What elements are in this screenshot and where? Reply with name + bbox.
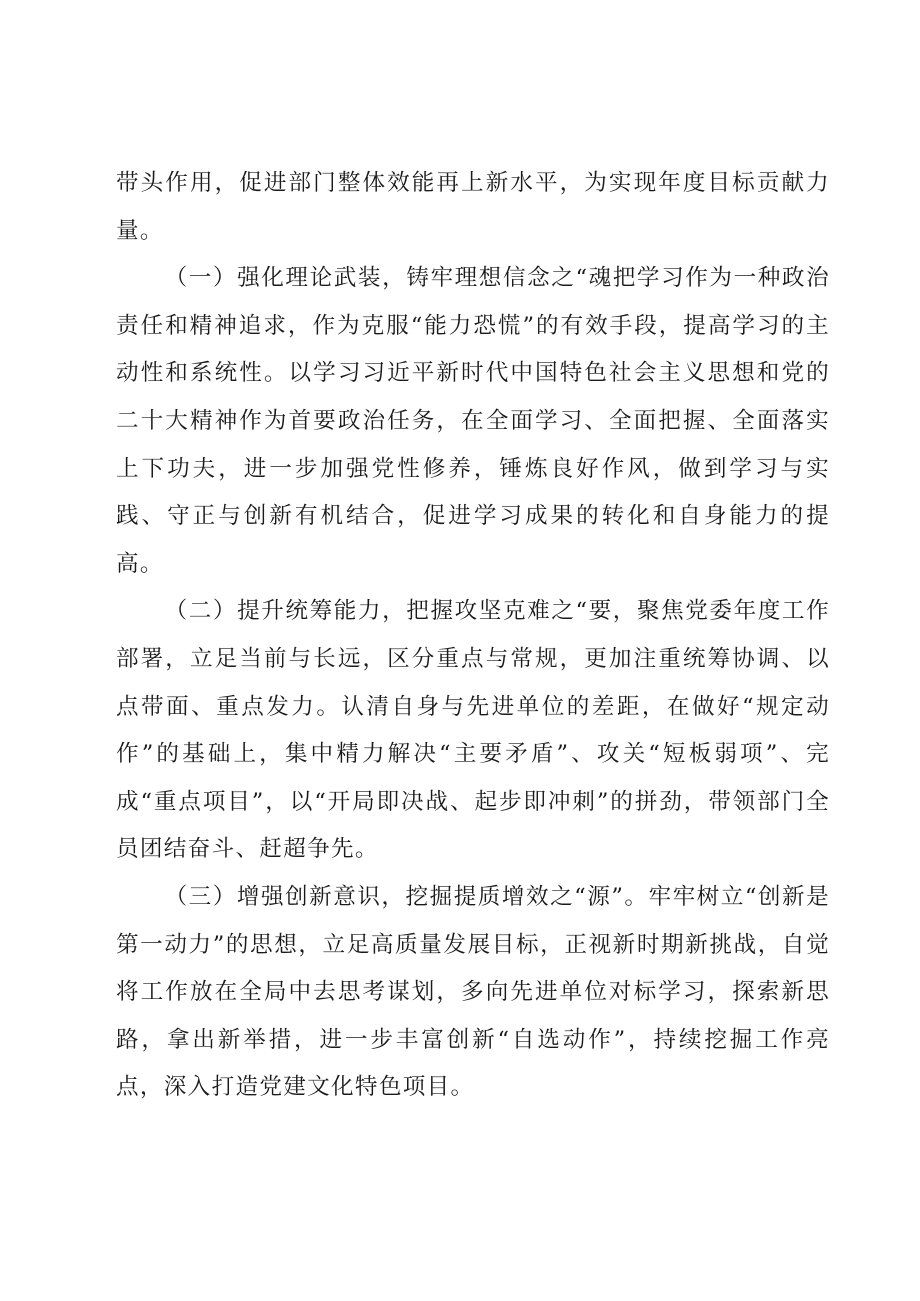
paragraph-innovation-awareness: （三）增强创新意识，挖掘提质增效之“源”。牢牢树立“创新是第一动力”的思想，立足高质量发展目标，正视新时期新挑战，自觉将工作放在全局中去思考谋划，多向先进单位对标学习，探索新思路，拿出新举措，进一步丰富创新“自选动作”，持续挖掘工作亮点，深入打造党建文化特色项目。 [116,883,830,1101]
paragraph-continuation: 带头作用，促进部门整体效能再上新水平，为实现年度目标贡献力量。 [116,170,830,244]
paragraph-theory-armament: （一）强化理论武装，铸牢理想信念之“魂把学习作为一种政治责任和精神追求，作为克服“能力恐慌”的有效手段，提高学习的主动性和系统性。以学习习近平新时代中国特色社会主义思想和党的二十大精神作为首要政治任务，在全面学习、全面把握、全面落实上下功夫，进一步加强党性修养，锤炼良好作风，做到学习与实践、守正与创新有机结合，促进学习成果的转化和自身能力的提高。 [116,265,830,577]
document-body [116,160,830,1112]
paragraph-coordination-ability: （二）提升统筹能力，把握攻坚克难之“要，聚焦党委年度工作部署，立足当前与长远，区分重点与常规，更加注重统筹协调、以点带面、重点发力。认清自身与先进单位的差距，在做好“规定动作”的基础上，集中精力解决“主要矛盾”、攻关“短板弱项”、完成“重点项目”，以“开局即决战、起步即冲刺”的拼劲，带领部门全员团结奋斗、赶超争先。 [116,598,830,863]
